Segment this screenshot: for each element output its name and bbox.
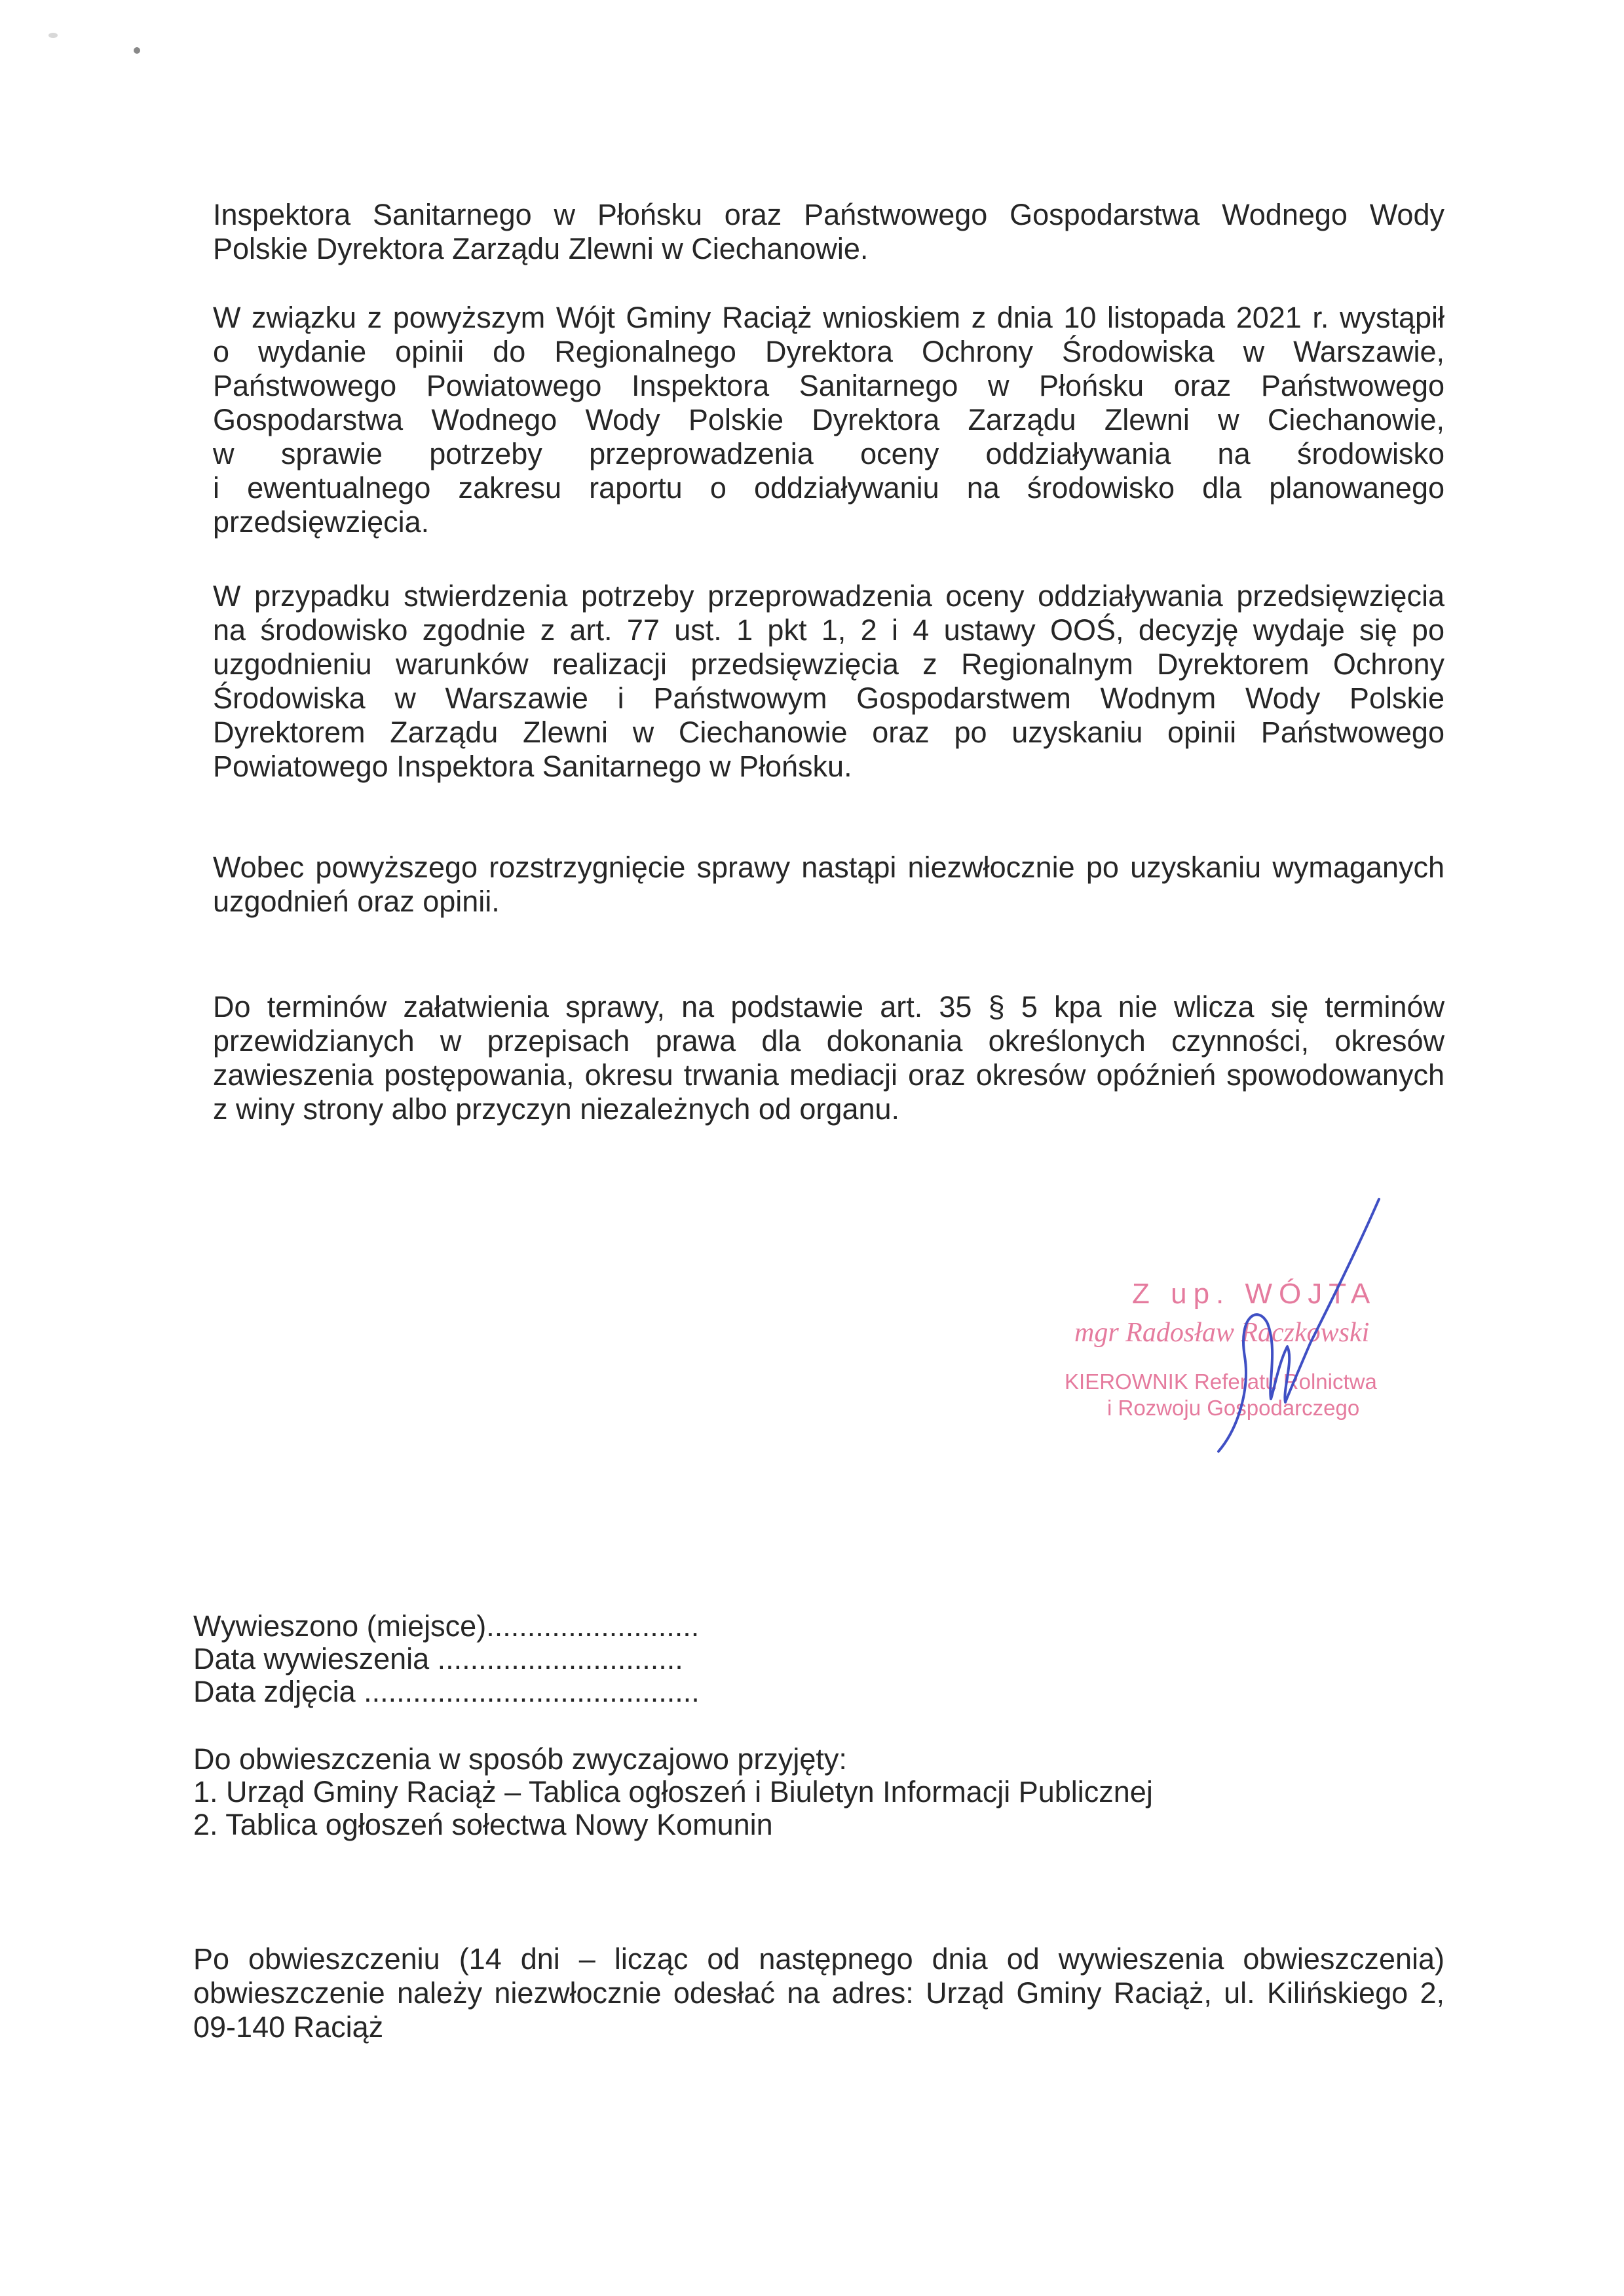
posting-place-field bbox=[193, 1609, 700, 1642]
text-line: Gospodarstwa Wodnego Wody Polskie Dyrektora Zarządu Zlewni w Ciechanowie, bbox=[213, 403, 1445, 436]
text-line: Dyrektorem Zarządu Zlewni w Ciechanowie oraz po uzyskaniu opinii Państwowego bbox=[213, 716, 1445, 749]
text-line: Państwowego Powiatowego Inspektora Sanitarnego w Płońsku oraz Państwowego bbox=[213, 369, 1445, 402]
field-label: Wywieszono (miejsce) bbox=[193, 1609, 487, 1643]
stamp-role-line-1: KIEROWNIK Referatu Rolnictwa bbox=[1065, 1369, 1377, 1394]
text-line: w sprawie potrzeby przeprowadzenia oceny oddziaływania na środowisko bbox=[213, 437, 1445, 470]
stamp-official-name: mgr Radosław Raczkowski bbox=[1074, 1318, 1370, 1348]
return-notice bbox=[193, 1942, 1445, 2044]
text-line: 09-140 Raciąż bbox=[193, 2010, 384, 2044]
text-line: uzgodnień oraz opinii. bbox=[213, 885, 500, 918]
text-line: Polskie Dyrektora Zarządu Zlewni w Ciechanowie. bbox=[213, 232, 869, 265]
text-line: o wydanie opinii do Regionalnego Dyrektora Ochrony Środowiska w Warszawie, bbox=[213, 335, 1445, 368]
text-line: i ewentualnego zakresu raportu o oddziaływaniu na środowisko dla planowanego bbox=[213, 471, 1445, 505]
removal-date-field bbox=[193, 1675, 700, 1708]
text-line: Inspektora Sanitarnego w Płońsku oraz Państwowego Gospodarstwa Wodnego Wody bbox=[213, 198, 1445, 231]
text-line: na środowisko zgodnie z art. 77 ust. 1 pkt 1, 2 i 4 ustawy OOŚ, decyzję wydaje się po bbox=[213, 613, 1445, 647]
text-line: przedsięwzięcia. bbox=[213, 505, 430, 539]
paragraph-resolution bbox=[213, 851, 1445, 919]
field-label: Data zdjęcia bbox=[193, 1675, 356, 1708]
text-line: przewidzianych w przepisach prawa dla dokonania określonych czynności, okresów bbox=[213, 1024, 1445, 1058]
posting-fields bbox=[193, 1609, 700, 1708]
text-line: z winy strony albo przyczyn niezależnych od organu. bbox=[213, 1092, 900, 1126]
paragraph-continuation bbox=[213, 198, 1445, 266]
scan-artifact bbox=[134, 47, 140, 54]
scan-artifact bbox=[48, 33, 58, 38]
text-line: uzgodnieniu warunków realizacji przedsięwzięcia z Regionalnym Dyrektorem Ochrony bbox=[213, 647, 1445, 681]
stamp-role-line-2: i Rozwoju Gospodarczego bbox=[1107, 1396, 1360, 1420]
field-placeholder: ......................................... bbox=[364, 1675, 700, 1708]
paragraph-request bbox=[213, 301, 1445, 539]
field-placeholder: .............................. bbox=[437, 1642, 683, 1675]
text-line: Powiatowego Inspektora Sanitarnego w Płońsku. bbox=[213, 750, 852, 783]
text-line: Wobec powyższego rozstrzygnięcie sprawy nastąpi niezwłocznie po uzyskaniu wymaganych bbox=[213, 851, 1445, 884]
text-line: Po obwieszczeniu (14 dni – licząc od następnego dnia od wywieszenia obwieszczenia) bbox=[193, 1942, 1445, 1976]
handwritten-signature bbox=[1140, 1193, 1415, 1455]
list-item: 1. Urząd Gminy Raciąż – Tablica ogłoszeń i Biuletyn Informacji Publicznej bbox=[193, 1775, 1153, 1808]
text-line: W związku z powyższym Wójt Gminy Raciąż wnioskiem z dnia 10 listopada 2021 r. wystąpił bbox=[213, 301, 1445, 334]
text-line: W przypadku stwierdzenia potrzeby przeprowadzenia oceny oddziaływania przedsięwzięcia bbox=[213, 579, 1445, 613]
stamp-title: Z up. WÓJTA bbox=[1132, 1278, 1377, 1310]
text-line: zawieszenia postępowania, okresu trwania mediacji oraz okresów opóźnień spowodowanych bbox=[213, 1058, 1445, 1092]
text-line: obwieszczenie należy niezwłocznie odesłać na adres: Urząd Gminy Raciąż, ul. Kilińskiego 2, bbox=[193, 1976, 1445, 2010]
posting-date-field bbox=[193, 1642, 700, 1675]
publication-intro: Do obwieszczenia w sposób zwyczajowo przyjęty: bbox=[193, 1742, 847, 1776]
paragraph-assessment bbox=[213, 579, 1445, 784]
paragraph-deadlines bbox=[213, 990, 1445, 1126]
list-item: 2. Tablica ogłoszeń sołectwa Nowy Komunin bbox=[193, 1808, 773, 1841]
text-line: Środowiska w Warszawie i Państwowym Gospodarstwem Wodnym Wody Polskie bbox=[213, 681, 1445, 715]
publication-list bbox=[193, 1742, 1153, 1841]
text-line: Do terminów załatwienia sprawy, na podstawie art. 35 § 5 kpa nie wlicza się terminów bbox=[213, 990, 1445, 1024]
field-label: Data wywieszenia bbox=[193, 1642, 430, 1675]
field-placeholder: .......................... bbox=[486, 1609, 700, 1643]
